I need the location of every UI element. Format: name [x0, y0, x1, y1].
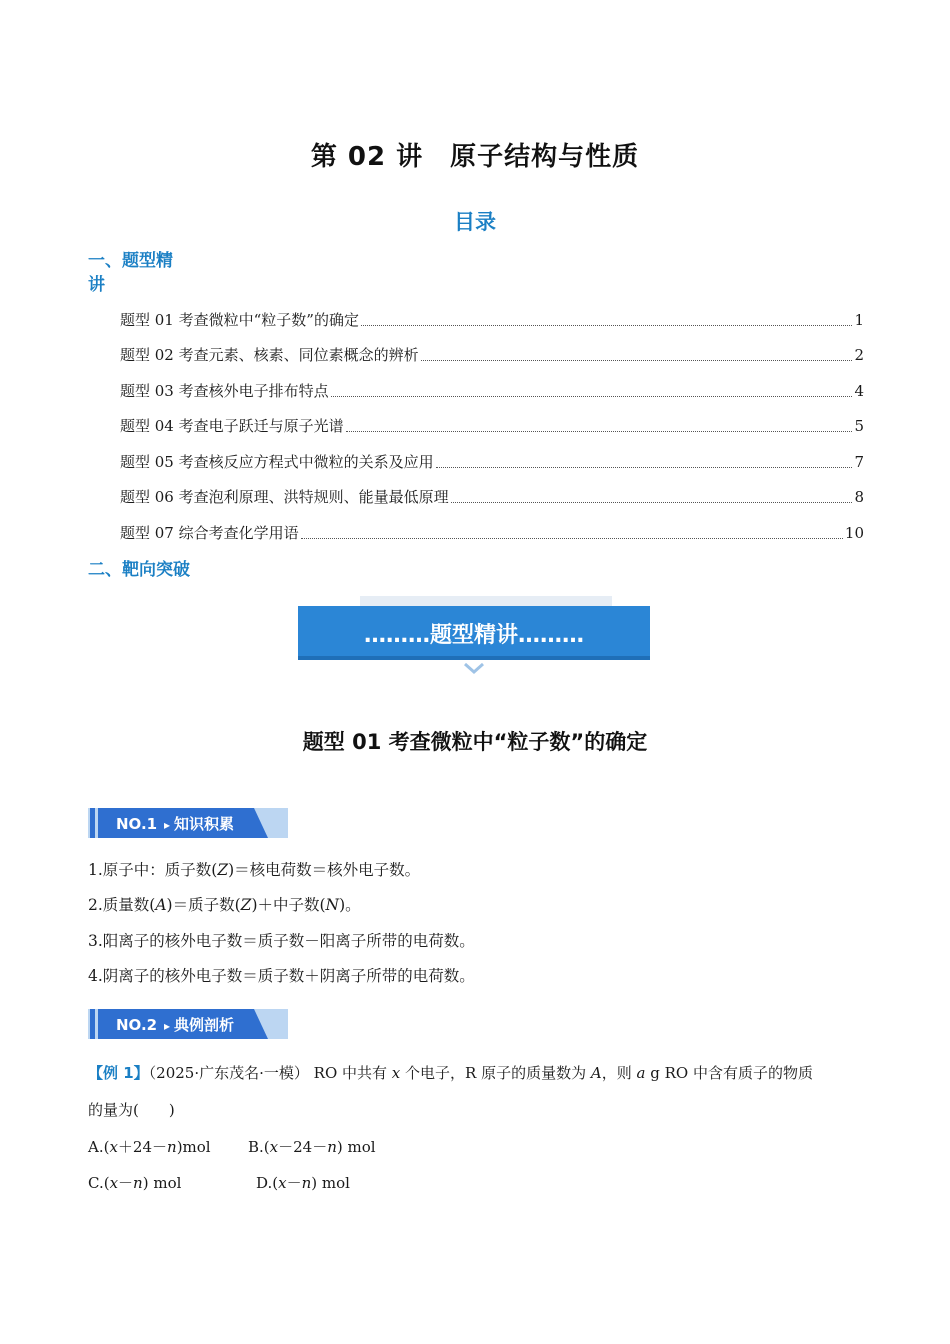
badge-example-graphic [88, 1009, 288, 1039]
badge-arrow-icon: ▸ [164, 818, 171, 832]
toc-leader-dots [436, 467, 853, 468]
example-tag: 【例 1】 [88, 1064, 149, 1082]
toc-item-page: 2 [854, 346, 864, 364]
toc-leader-dots [361, 325, 852, 326]
toc-heading: 目录 [454, 210, 496, 234]
badge-stripe [90, 808, 95, 838]
knowledge-line-4: 4.阴离子的核外电子数＝质子数＋阴离子所带的电荷数。 [88, 967, 475, 985]
toc-item-label: 题型 05 考查核反应方程式中微粒的关系及应用 [120, 453, 434, 471]
toc-item-label: 题型 01 考查微粒中“粒子数”的确定 [120, 311, 359, 329]
badge-label: 典例剖析 [174, 1016, 235, 1034]
toc-item-label: 题型 06 考查泡利原理、洪特规则、能量最低原理 [120, 488, 449, 506]
chevron-down-icon [465, 664, 483, 672]
toc-item-page: 5 [854, 417, 864, 435]
toc-item-page: 8 [854, 488, 864, 506]
example-question-line-1: 【例 1】（2025·广东茂名·一模） RO 中共有 x 个电子，R 原子的质量数为 A，则 a g RO 中含有质子的物质 [88, 1064, 813, 1082]
banner-graphic [298, 596, 650, 676]
toc-item-2[interactable] [120, 345, 864, 365]
toc-section-1-line1: 一、题型精 [88, 251, 173, 271]
type-01-title: 题型 01 考查微粒中“粒子数”的确定 [302, 730, 648, 754]
toc-item-page: 1 [854, 311, 864, 329]
toc-item-4[interactable] [120, 416, 864, 436]
option-c[interactable]: C.(x－n) mol [88, 1174, 182, 1192]
toc-leader-dots [331, 396, 853, 397]
toc-item-5[interactable] [120, 452, 864, 472]
option-d[interactable]: D.(x－n) mol [256, 1174, 350, 1192]
badge-knowledge-graphic [88, 808, 288, 838]
toc-section-1[interactable] [88, 249, 173, 297]
knowledge-line-2: 2.质量数(A)＝质子数(Z)＋中子数(N)。 [88, 896, 361, 914]
example-source: （2025·广东茂名·一模） [148, 1064, 309, 1082]
toc-item-label: 题型 04 考查电子跃迁与原子光谱 [120, 417, 344, 435]
toc-leader-dots [421, 360, 853, 361]
page-title: 第 02 讲 原子结构与性质 [310, 142, 640, 172]
toc-leader-dots [451, 502, 853, 503]
toc-item-3[interactable] [120, 381, 864, 401]
toc-item-6[interactable] [120, 487, 864, 507]
banner-text: ………题型精讲……… [363, 623, 585, 648]
badge-example [88, 1009, 288, 1039]
toc-item-label: 题型 07 综合考查化学用语 [120, 524, 299, 542]
knowledge-line-3: 3.阳离子的核外电子数＝质子数－阳离子所带的电荷数。 [88, 932, 475, 950]
section-banner [298, 596, 650, 676]
badge-num: NO.2 [116, 1016, 158, 1034]
badge-knowledge [88, 808, 288, 838]
toc-item-label: 题型 02 考查元素、核素、同位素概念的辨析 [120, 346, 419, 364]
knowledge-line-1: 1.原子中：质子数(Z)＝核电荷数＝核外电子数。 [88, 861, 421, 879]
toc-leader-dots [301, 538, 843, 539]
toc-section-2[interactable]: 二、靶向突破 [88, 560, 190, 580]
toc-item-label: 题型 03 考查核外电子排布特点 [120, 382, 329, 400]
toc-section-1-line2: 讲 [88, 275, 105, 295]
toc-item-7[interactable] [120, 523, 864, 543]
banner-bar-edge [298, 656, 650, 660]
badge-label: 知识积累 [174, 815, 235, 833]
toc-item-page: 4 [854, 382, 864, 400]
toc-item-page: 10 [844, 524, 864, 542]
toc-leader-dots [346, 431, 853, 432]
toc-item-1[interactable] [120, 310, 864, 330]
badge-arrow-icon: ▸ [164, 1019, 171, 1033]
option-b[interactable]: B.(x－24－n) mol [248, 1138, 376, 1156]
example-question-line-2: 的量为( ) [88, 1101, 175, 1119]
badge-stripe [90, 1009, 95, 1039]
option-a[interactable]: A.(x＋24－n)mol [88, 1138, 211, 1156]
toc-item-page: 7 [854, 453, 864, 471]
badge-num: NO.1 [116, 815, 158, 833]
